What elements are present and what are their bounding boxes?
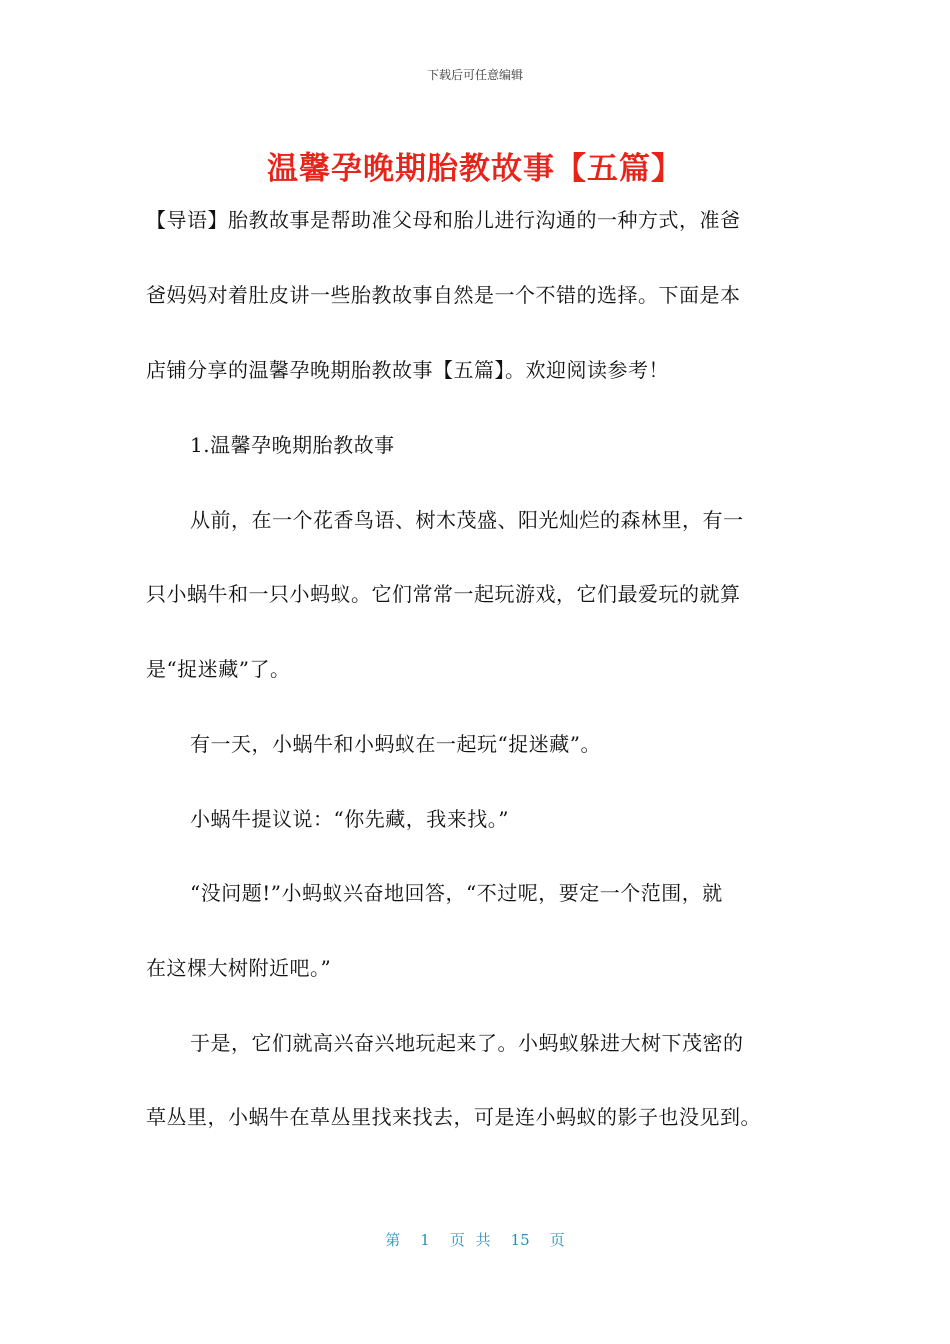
- body-line: “没问题!”小蚂蚁兴奋地回答，“不过呢，要定一个范围，就: [190, 881, 723, 905]
- section-heading: 1.温馨孕晚期胎教故事: [190, 433, 395, 457]
- page-header-note: 下载后可任意编辑: [426, 68, 523, 82]
- footer-total-pages: 15: [510, 1231, 530, 1249]
- page-footer: [0, 1229, 950, 1250]
- document-title: 温馨孕晚期胎教故事【五篇】: [267, 151, 683, 187]
- body-line: 小蜗牛提议说：“你先藏，我来找。”: [190, 807, 509, 831]
- body-line: 于是，它们就高兴奋兴地玩起来了。小蚂蚁躲进大树下茂密的: [190, 1031, 744, 1055]
- body-line: 草丛里，小蜗牛在草丛里找来找去，可是连小蚂蚁的影子也没见到。: [146, 1105, 761, 1129]
- footer-prefix: 第: [385, 1231, 401, 1249]
- footer-suffix: 页: [549, 1231, 565, 1249]
- body-line: 在这棵大树附近吧。”: [146, 956, 332, 980]
- footer-mid: 页 共: [449, 1231, 491, 1249]
- body-line: 店铺分享的温馨孕晚期胎教故事【五篇】。欢迎阅读参考！: [146, 358, 669, 382]
- body-line: 爸妈妈对着肚皮讲一些胎教故事自然是一个不错的选择。下面是本: [146, 283, 741, 307]
- body-line: 是“捉迷藏”了。: [146, 657, 291, 681]
- footer-page-number: 1: [420, 1231, 430, 1249]
- body-line: 从前，在一个花香鸟语、树木茂盛、阳光灿烂的森林里，有一: [190, 508, 744, 532]
- body-line: 【导语】胎教故事是帮助准父母和胎儿进行沟通的一种方式，准爸: [146, 208, 741, 232]
- body-line: 只小蜗牛和一只小蚂蚁。它们常常一起玩游戏，它们最爱玩的就算: [146, 582, 741, 606]
- body-line: 有一天，小蜗牛和小蚂蚁在一起玩“捉迷藏”。: [190, 732, 601, 756]
